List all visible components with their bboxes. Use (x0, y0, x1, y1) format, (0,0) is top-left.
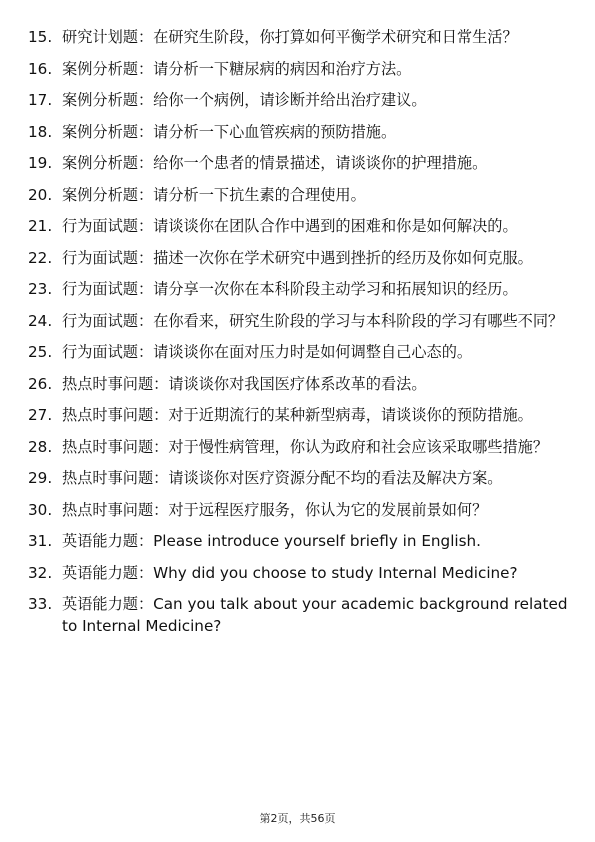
question-text: 案例分析题：请分析一下心血管疾病的预防措施。 (62, 122, 397, 141)
question-number: 26. (28, 374, 53, 393)
question-number: 28. (28, 437, 53, 456)
question-number: 33. (28, 595, 53, 613)
question-text: 英语能力题：Why did you choose to study Internal Medicine? (62, 563, 518, 582)
question-number: 23. (28, 280, 53, 298)
question-text: 案例分析题：给你一个病例，请诊断并给出治疗建议。 (62, 91, 427, 109)
question-number: 19. (28, 154, 53, 172)
question-text: 热点时事问题：对于远程医疗服务，你认为它的发展前景如何？ (62, 500, 488, 519)
question-text: 案例分析题：请分析一下抗生素的合理使用。 (62, 185, 366, 204)
question-number: 25. (28, 343, 53, 361)
question-item (28, 593, 568, 637)
question-text: 热点时事问题：对于近期流行的某种新型病毒，请谈谈你的预防措施。 (62, 406, 533, 424)
question-item (28, 247, 568, 269)
question-number: 17. (28, 91, 53, 109)
question-text: 案例分析题：给你一个患者的情景描述，请谈谈你的护理措施。 (62, 154, 488, 172)
question-item (28, 89, 568, 111)
page-footer (0, 812, 595, 826)
question-number: 32. (28, 563, 53, 582)
question-number: 15. (28, 28, 53, 46)
question-text: 研究计划题：在研究生阶段，你打算如何平衡学术研究和日常生活？ (62, 28, 518, 46)
question-text: 行为面试题：描述一次你在学术研究中遇到挫折的经历及你如何克服。 (62, 248, 533, 267)
question-number: 30. (28, 500, 53, 519)
question-item (28, 58, 568, 80)
question-item (28, 530, 568, 552)
question-list (28, 26, 568, 647)
question-number: 22. (28, 248, 53, 267)
question-item (28, 184, 568, 206)
question-number: 16. (28, 59, 53, 78)
question-text: 热点时事问题：对于慢性病管理，你认为政府和社会应该采取哪些措施？ (62, 437, 548, 456)
question-item (28, 152, 568, 174)
question-number: 18. (28, 122, 53, 141)
question-item (28, 373, 568, 395)
question-number: 27. (28, 406, 53, 424)
question-text: 案例分析题：请分析一下糖尿病的病因和治疗方法。 (62, 59, 412, 78)
question-item (28, 341, 568, 363)
question-item (28, 278, 568, 300)
question-text: 热点时事问题：请谈谈你对我国医疗体系改革的看法。 (62, 374, 427, 393)
question-number: 21. (28, 217, 53, 235)
page-number-label: 第2页，共56页 (259, 812, 336, 825)
question-number: 20. (28, 185, 53, 204)
question-text: 英语能力题：Please introduce yourself briefly in English. (62, 532, 481, 550)
question-text: 英语能力题：Can you talk about your academic background related to Internal Medicine? (62, 595, 568, 635)
question-text: 行为面试题：请谈谈你在面对压力时是如何调整自己心态的。 (62, 343, 473, 361)
question-item (28, 121, 568, 143)
question-item (28, 467, 568, 489)
question-item (28, 436, 568, 458)
question-number: 24. (28, 311, 53, 330)
question-number: 29. (28, 469, 53, 487)
question-text: 行为面试题：请谈谈你在团队合作中遇到的困难和你是如何解决的。 (62, 217, 518, 235)
question-item (28, 215, 568, 237)
question-item (28, 26, 568, 48)
question-number: 31. (28, 532, 53, 550)
question-text: 热点时事问题：请谈谈你对医疗资源分配不均的看法及解决方案。 (62, 469, 503, 487)
question-item (28, 562, 568, 584)
question-text: 行为面试题：请分享一次你在本科阶段主动学习和拓展知识的经历。 (62, 280, 518, 298)
question-item (28, 499, 568, 521)
question-item (28, 404, 568, 426)
question-text: 行为面试题：在你看来，研究生阶段的学习与本科阶段的学习有哪些不同？ (62, 311, 564, 330)
question-item (28, 310, 568, 332)
